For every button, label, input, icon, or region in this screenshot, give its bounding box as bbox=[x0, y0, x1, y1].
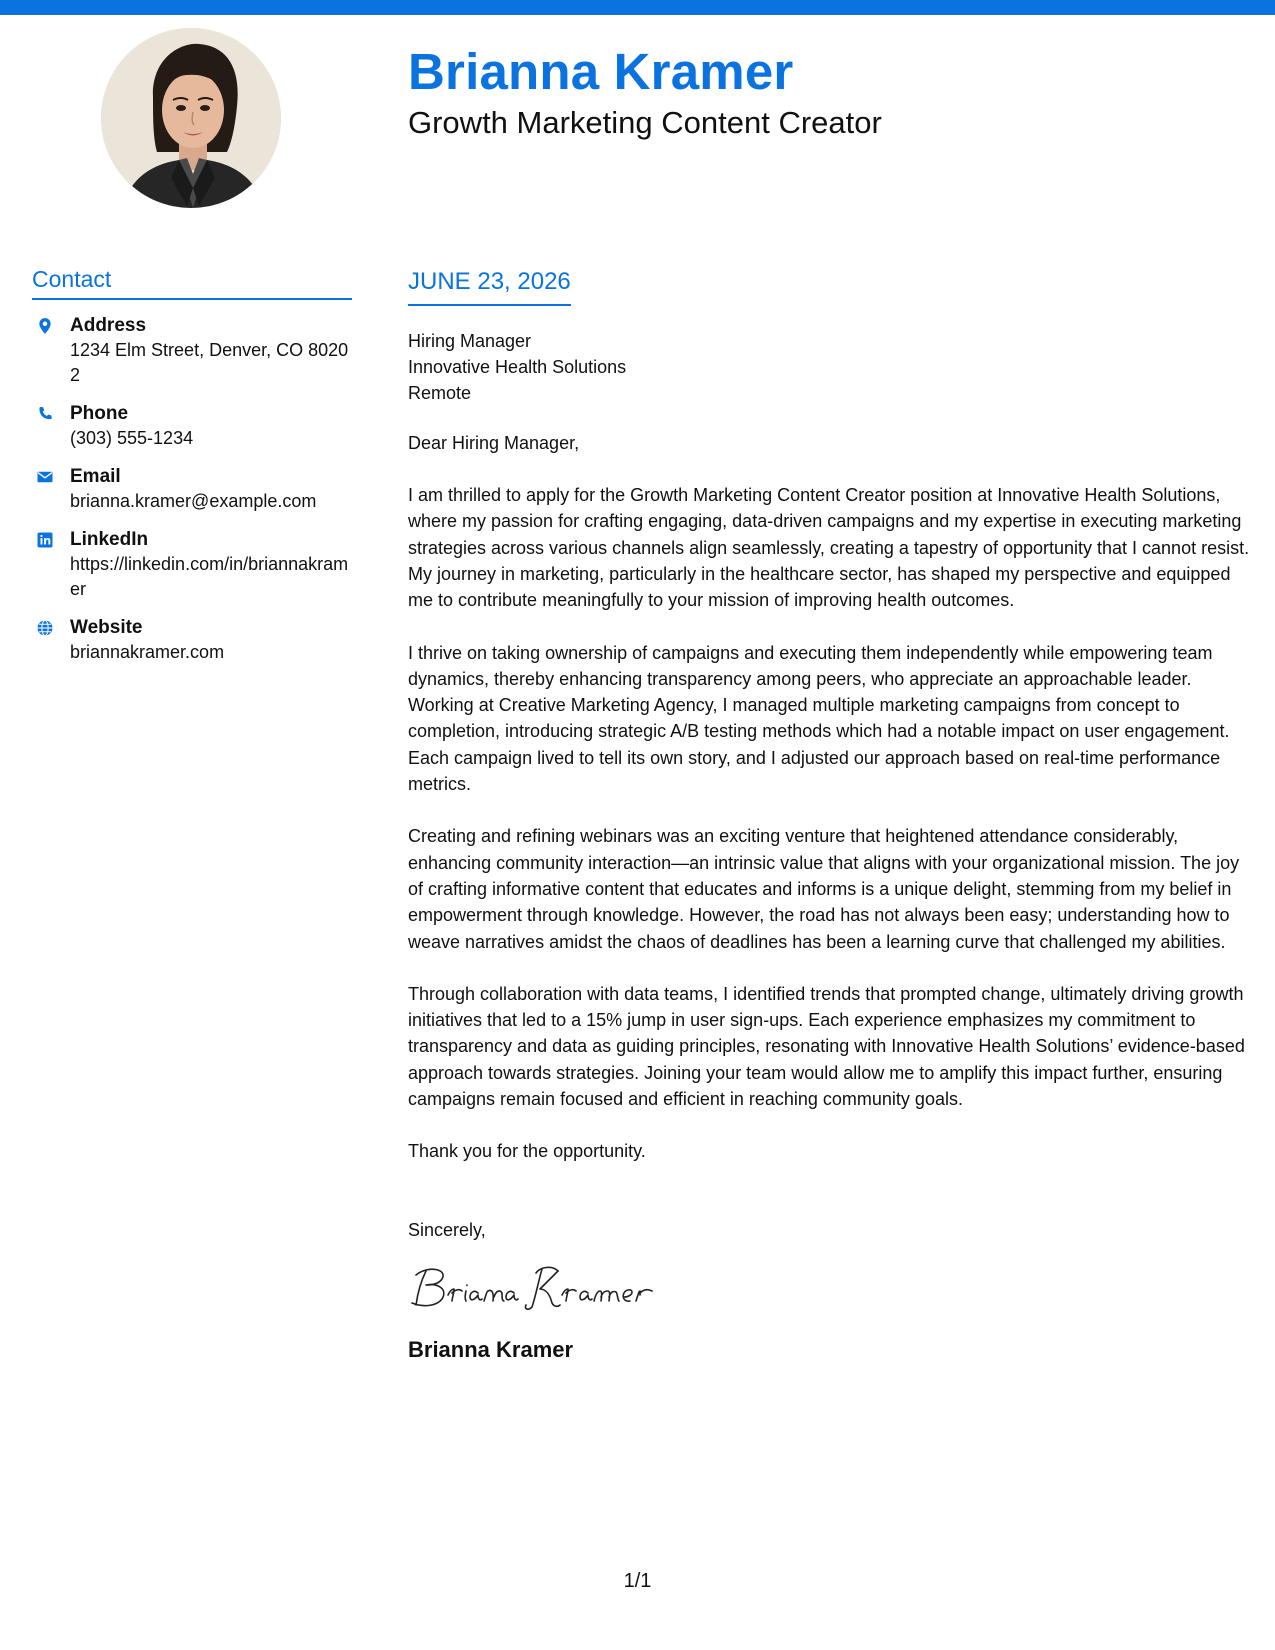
email-value[interactable]: brianna.kramer@example.com bbox=[70, 490, 317, 511]
recipient-line: Innovative Health Solutions bbox=[408, 356, 627, 377]
globe-icon bbox=[35, 618, 55, 638]
closing-line: Thank you for the opportunity. bbox=[408, 1141, 646, 1162]
website-value[interactable]: briannakramer.com bbox=[70, 641, 225, 662]
letter-date: JUNE 23, 2026 bbox=[408, 268, 571, 306]
contact-list bbox=[32, 313, 352, 665]
contact-item-website bbox=[32, 615, 352, 665]
body-paragraph: Through collaboration with data teams, I identified trends that prompted change, ultimately driving growth initiatives that led to a 15% jump in user sign-ups. Each experience emphasizes my commitment to transparency and data as guiding principles, resonating with Innovative Health Solutions’ evidence-based approach towards strategies. Joining your team would allow me to amplify this impact further, ensuring campaigns remain focused and efficient in reaching community goals. bbox=[408, 983, 1245, 1110]
sign-off: Sincerely, bbox=[408, 1219, 486, 1240]
contact-heading: Contact bbox=[32, 266, 352, 300]
body-paragraph: I thrive on taking ownership of campaigns and executing them independently while empowering team dynamics, thereby enhancing transparency among peers, who appreciate an approachable leader. Working at Creative Marketing Agency, I managed multiple marketing campaigns from concept to completion, introducing strategic A/B testing methods which had a notable impact on user engagement. Each campaign lived to tell its own story, and I adjusted our approach based on real-time performance metrics. bbox=[408, 642, 1230, 795]
contact-sidebar bbox=[32, 266, 352, 678]
contact-item-linkedin bbox=[32, 527, 352, 602]
contact-label: LinkedIn bbox=[70, 528, 149, 550]
contact-item-email bbox=[32, 464, 352, 514]
contact-label: Address bbox=[70, 314, 147, 336]
body-paragraph: I am thrilled to apply for the Growth Marketing Content Creator position at Innovative Health Solutions, where my passion for crafting engaging, data-driven campaigns and my expertise in executing marketing strategies across various channels align seamlessly, creating a tapestry of opportunity that I cannot resist. My journey in marketing, particularly in the healthcare sector, has shaped my perspective and equipped me to contribute meaningfully to your mission of improving health outcomes. bbox=[408, 485, 1250, 611]
profile-photo-illustration bbox=[101, 28, 281, 208]
phone-value[interactable]: (303) 555-1234 bbox=[70, 427, 194, 448]
letter-body bbox=[408, 268, 1250, 1363]
phone-icon bbox=[35, 404, 55, 424]
contact-label: Email bbox=[70, 465, 121, 487]
address-value: 1234 Elm Street, Denver, CO 80202 bbox=[70, 339, 349, 385]
page-number: 1/1 bbox=[623, 1570, 652, 1592]
profile-photo bbox=[101, 28, 281, 208]
signed-name: Brianna Kramer bbox=[408, 1336, 574, 1362]
body-paragraph: Creating and refining webinars was an exciting venture that heightened attendance considerably, enhancing community interaction—an intrinsic value that aligns with your organizational mission. The joy of crafting informative content that educates and informs is a unique delight, stemming from my belief in empowerment through knowledge. However, the road has not always been easy; understanding how to weave narratives amidst the chaos of deadlines has been a learning curve that challenged my abilities. bbox=[408, 826, 1240, 952]
recipient-line: Hiring Manager bbox=[408, 330, 532, 351]
linkedin-icon bbox=[35, 530, 55, 550]
contact-item-phone bbox=[32, 401, 352, 451]
recipient-line: Remote bbox=[408, 382, 472, 403]
location-pin-icon bbox=[35, 316, 55, 336]
job-title: Growth Marketing Content Creator bbox=[408, 105, 882, 140]
applicant-name: Brianna Kramer bbox=[408, 43, 794, 100]
contact-label: Phone bbox=[70, 402, 129, 424]
linkedin-value[interactable]: https://linkedin.com/in/briannakramer bbox=[70, 553, 349, 599]
contact-item-address bbox=[32, 313, 352, 388]
contact-label: Website bbox=[70, 616, 143, 638]
recipient-block bbox=[408, 328, 1250, 406]
handwritten-signature bbox=[408, 1261, 1250, 1319]
envelope-icon bbox=[35, 467, 55, 487]
top-accent-bar bbox=[0, 0, 1275, 15]
salutation: Dear Hiring Manager, bbox=[408, 432, 580, 453]
